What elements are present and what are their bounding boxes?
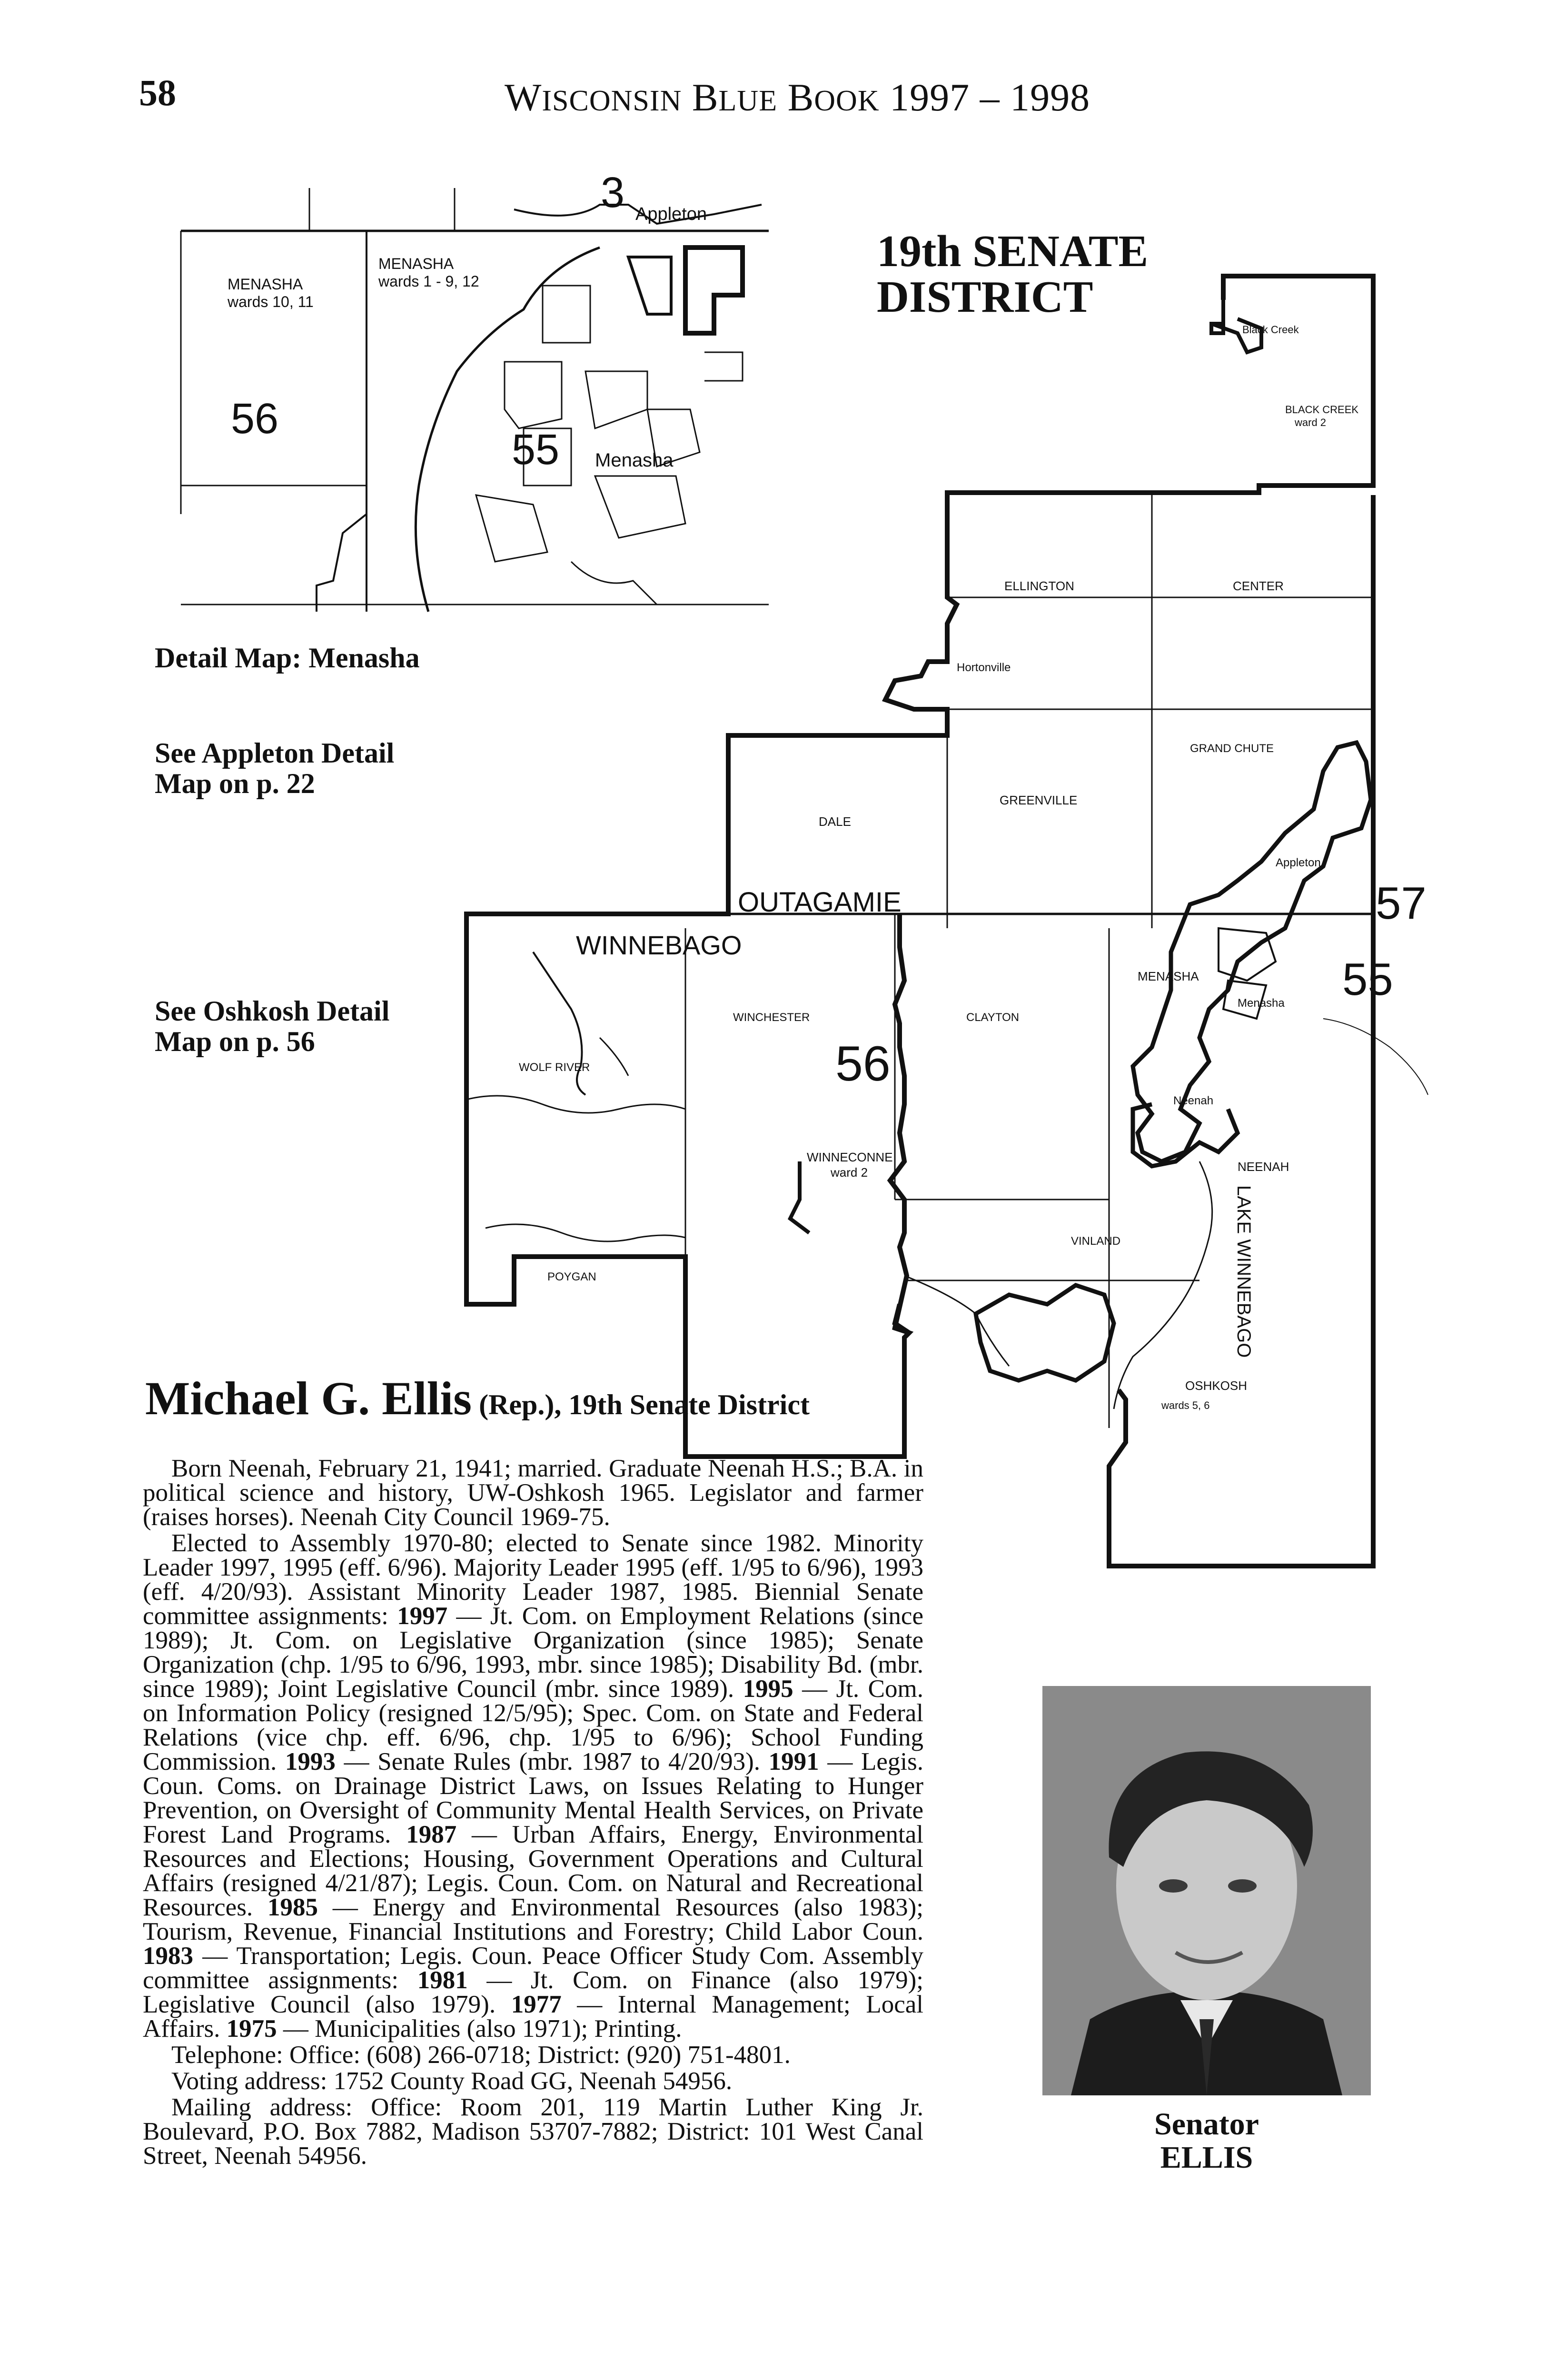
district-boundary-east [1109,495,1373,1566]
label-greenville: GREENVILLE [1000,793,1078,807]
label-appleton: Appleton [1276,856,1321,869]
bio-year: 1991 [768,1748,819,1775]
label-clayton: CLAYTON [966,1011,1020,1024]
label-district-55: 55 [1342,954,1393,1005]
label-hortonville: Hortonville [957,661,1011,674]
inset-ward [628,257,671,314]
label-menasha-city: Menasha [1238,997,1285,1010]
bio-text: — Urban Affairs, Energy, Environmental Resources and Elections; Housing, Government Operations and Cultural Affairs (resigned 4/21/87); Legis. Coun. Com. on Natural and Recreational Resources. [143,1821,923,1921]
inset-ward [505,362,562,428]
lake-poygan-shore [466,1096,685,1113]
lake-shoreline [1114,1161,1212,1409]
label-winneconne-l2: ward 2 [831,1165,868,1180]
senate-district-title-line2: DISTRICT [877,272,1093,322]
bio-heading [145,1371,1002,1426]
running-head-isconsin: ISCONSIN [542,85,682,117]
inset-ward [476,495,547,562]
inset-boundary [317,514,367,612]
bio-text: — Jt. Com. on Employment Relations (since 1989); Jt. Com. on Legislative Organization (since 1985); Senate Organization (chp. 1/95 to 6/96, 1993, mbr. since 1985); Disability Bd. (mbr. since 1989); Joint Legislative Council (mbr. since 1989). [143,1602,923,1703]
label-black-creek: Black Creek [1242,324,1299,336]
bio-year: 1997 [397,1602,448,1630]
senator-party-district: (Rep.), 19th Senate District [472,1389,810,1420]
inset-menasha-mid-l1: MENASHA [378,255,454,272]
portrait-eye [1228,1879,1257,1893]
label-winnebago: WINNEBAGO [576,930,742,960]
bio-text: — Transportation; Legis. Coun. Peace Officer Study Com. Assembly committee assignments: [143,1942,923,1994]
lake-shoreline [904,1276,1009,1366]
inset-menasha-left-l1: MENASHA [228,276,303,293]
running-head-b2: B [787,76,814,119]
label-outagamie: OUTAGAMIE [738,887,902,918]
label-ellington: ELLINGTON [1004,579,1074,593]
wolf-river-branch [600,1038,628,1076]
inset-menasha-mid-l2: wards 1 - 9, 12 [378,273,479,290]
inset-appleton: Appleton [635,204,707,224]
label-oshkosh-l1: OSHKOSH [1185,1378,1248,1393]
inset-ward [585,371,647,428]
label-lake-winnebago: LAKE WINNEBAGO [1233,1185,1254,1358]
bio-paragraph-career [143,1531,923,2041]
label-winneconne-l1: WINNECONNE [807,1150,893,1164]
label-neenah: NEENAH [1238,1160,1289,1174]
bio-year: 1981 [417,1966,468,1994]
portrait-illustration [1042,1686,1371,2095]
running-head-ook: OOK [814,85,880,117]
inset-menasha-city: Menasha [595,450,674,471]
bio-year: 1995 [743,1675,793,1703]
running-head-w: W [505,76,542,119]
label-wolf-river: WOLF RIVER [519,1061,590,1074]
label-center: CENTER [1233,579,1284,593]
biography [143,1457,923,2170]
bio-year: 1987 [406,1821,457,1848]
senator-portrait [1042,1686,1371,2095]
bio-telephone: Telephone: Office: (608) 266-0718; District: (920) 751-4801. [171,2041,791,2069]
label-vinland: VINLAND [1071,1235,1121,1248]
oshkosh-detail-caption [155,996,488,1057]
label-dale: DALE [819,814,851,829]
label-poygan: POYGAN [547,1270,596,1283]
senate-district-title [877,228,1148,320]
label-district-56: 56 [835,1036,891,1091]
running-head-lue: LUE [718,85,778,117]
running-head-years: 1997 – 1998 [890,76,1090,119]
inset-ward [595,476,685,538]
bio-mailing-address: Mailing address: Office: Room 201, 119 Martin Luther King Jr. Boulevard, P.O. Box 7882, Madison 53707-7882; District: 101 West Canal Street, Neenah 54956. [143,2093,923,2170]
senator-name: Michael G. Ellis [145,1372,472,1425]
inset-ward [685,248,743,333]
bio-text: Elected to Assembly 1970-80; elected to Senate since 1982. Minority Leader 1997, 1995 (eff. 6/96). Majority Leader 1995 (eff. 1/95 to 6/96), 1993 (eff. 4/20/93). Assistant Minority Leader 1987, 1985. Biennial Senate committee assignments: [143,1529,923,1630]
appleton-caption-line2: Map on p. 22 [155,768,315,799]
page-number: 58 [139,72,176,113]
portrait-eye [1159,1879,1188,1893]
inset-menasha-left-l2: wards 10, 11 [228,293,314,310]
bio-year: 1975 [226,2015,277,2043]
portrait-caption-line1: Senator [1154,2107,1259,2142]
bio-paragraph-personal: Born Neenah, February 21, 1941; married. Graduate Neenah H.S.; B.A. in political science and history, UW-Oshkosh 1965. Legislator and farmer (raises horses). Neenah City Council 1969-75. [143,1455,923,1531]
portrait-caption-line2: ELLIS [1160,2140,1253,2175]
oshkosh-caption-line1: See Oshkosh Detail [155,995,390,1027]
inset-district-56: 56 [231,395,279,443]
oshkosh-cluster [976,1285,1114,1380]
lake-poygan-shore [486,1224,685,1241]
detail-map-caption: Detail Map: Menasha [155,642,420,674]
inset-district-55: 55 [512,426,560,474]
inset-shoreline [416,248,600,612]
label-black-creek-ward-l2: ward 2 [1295,416,1327,428]
label-grand-chute: GRAND CHUTE [1190,742,1274,755]
bio-text: — Energy and Environmental Resources (also 1983); Tourism, Revenue, Financial Institutions and Forestry; Child Labor Coun. [143,1894,923,1945]
bio-text: — Jt. Com. on Information Policy (resigned 12/5/95); Spec. Com. on State and Federal Relations (vice chp. eff. 6/96, chp. 1/95 to 6/96); School Funding Commission. [143,1675,923,1775]
inset-ward [543,286,590,343]
bio-text: — Legis. Coun. Coms. on Drainage District Laws, on Issues Relating to Hunger Prevention, on Oversight of Community Mental Health Services, on Private Forest Land Programs. [143,1748,923,1848]
bio-text: — Jt. Com. on Finance (also 1979); Legislative Council (also 1979). [143,1966,923,2018]
label-district-57: 57 [1376,878,1427,929]
appleton-caption-line1: See Appleton Detail [155,737,395,769]
city-cluster [1133,743,1371,1161]
bio-text: — Senate Rules (mbr. 1987 to 4/20/93). [335,1748,769,1775]
appleton-detail-caption [155,738,488,799]
bio-text: — Municipalities (also 1971); Printing. [277,2015,682,2043]
running-head-b: B [692,76,719,119]
bio-voting-address: Voting address: 1752 County Road GG, Neenah 54956. [171,2067,733,2095]
label-menasha: MENASHA [1138,969,1199,983]
bio-year: 1993 [285,1748,336,1775]
inset-labels [227,169,707,474]
label-neenah-city: Neenah [1173,1094,1214,1107]
winneconne-ward [790,1161,809,1233]
senate-district-title-line1: 19th SENATE [877,227,1149,276]
inset-road [571,562,657,605]
bio-year: 1985 [267,1894,318,1921]
inset-district-3: 3 [601,169,625,217]
bio-text: — Internal Management; Local Affairs. [143,1991,923,2043]
oshkosh-caption-line2: Map on p. 56 [155,1026,315,1057]
bio-year: 1977 [511,1991,562,2018]
bio-year: 1983 [143,1942,193,1970]
label-winchester: WINCHESTER [733,1011,810,1024]
label-oshkosh-l2: wards 5, 6 [1161,1399,1210,1411]
label-black-creek-ward-l1: BLACK CREEK [1285,404,1359,416]
portrait-caption [1042,2108,1371,2174]
inset-ward [704,352,743,381]
